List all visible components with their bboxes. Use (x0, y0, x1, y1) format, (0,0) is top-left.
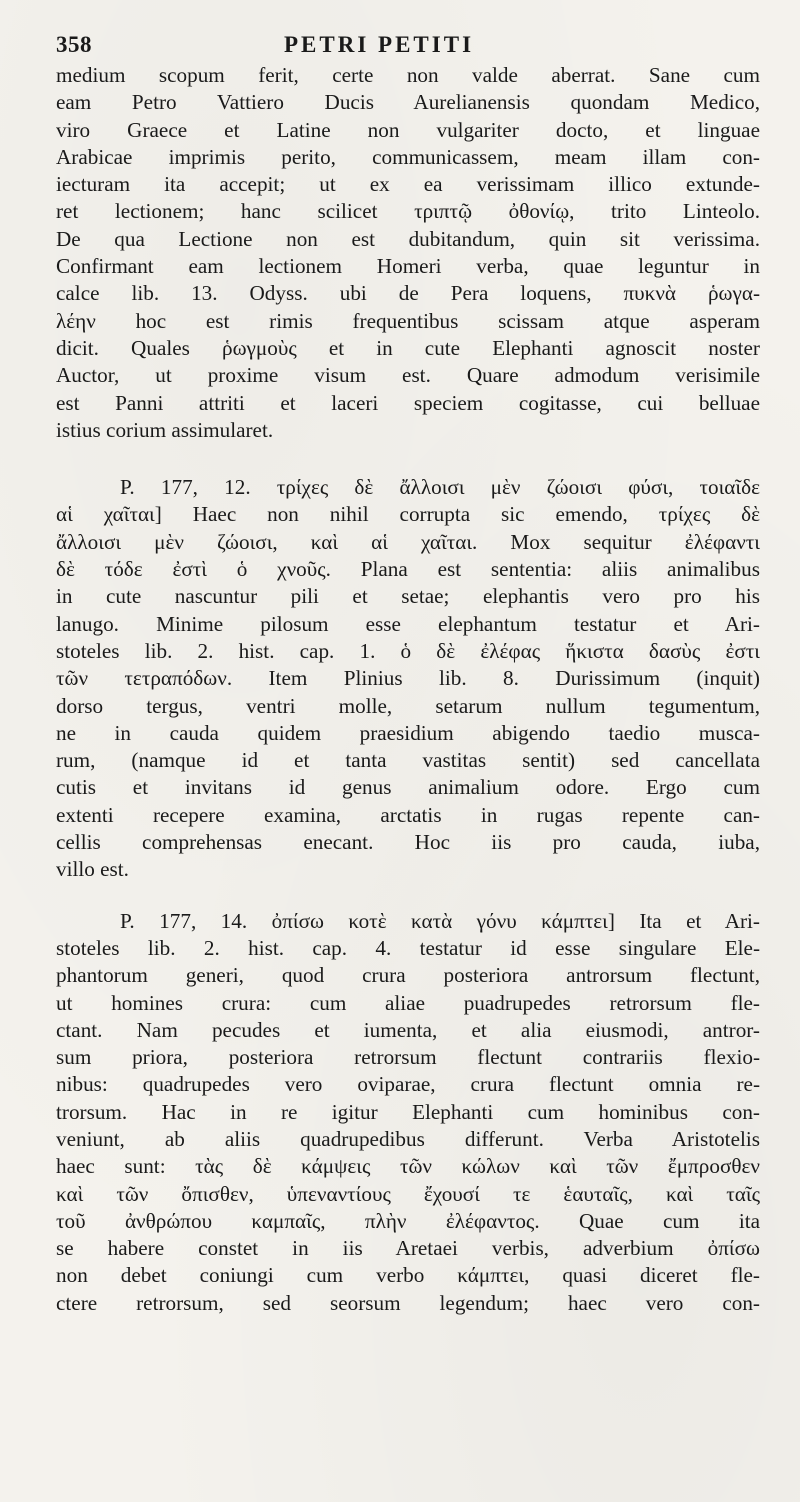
text-line: sum priora, posteriora retrorsum flectunt contrariis flexio- (56, 1045, 760, 1070)
running-title: PETRI PETITI (284, 32, 475, 57)
text-line: viro Graece et Latine non vulgariter docto, et linguae (56, 117, 760, 142)
text-line: ret lectionem; hanc scilicet τριπτῷ ὀθονίῳ, trito Linteolo. (56, 199, 760, 224)
running-head (56, 18, 760, 62)
text-line: Confirmant eam lectionem Homeri verba, quae leguntur in (56, 254, 760, 279)
text-line: ctere retrorsum, sed seorsum legendum; haec vero con- (56, 1290, 760, 1315)
text-line: iecturam ita accepit; ut ex ea verissimam illico extunde- (56, 172, 760, 197)
text-line: P. 177, 12. τρίχες δὲ ἄλλοισι μὲν ζώοισι φύσι, τοιαῖδε (120, 475, 760, 500)
text-line: P. 177, 14. ὀπίσω κοτὲ κατὰ γόνυ κάμπτει] Ita et Ari- (120, 908, 760, 933)
text-line: αἱ χαῖται] Haec non nihil corrupta sic emendo, τρίχες δὲ (56, 502, 760, 527)
text-line: veniunt, ab aliis quadrupedibus differunt. Verba Aristotelis (56, 1126, 760, 1151)
text-line: λέην hoc est rimis frequentibus scissam atque asperam (56, 308, 760, 333)
text-line: medium scopum ferit, certe non valde aberrat. Sane cum (56, 63, 760, 87)
text-line: dorso tergus, ventri molle, setarum nullum tegumentum, (56, 693, 760, 718)
text-line: villo est. (56, 857, 129, 882)
text-line: cellis comprehensas enecant. Hoc iis pro cauda, iuba, (56, 830, 760, 855)
text-line: stoteles lib. 2. hist. cap. 1. ὁ δὲ ἐλέφας ἥκιστα δασὺς ἐστι (56, 638, 760, 663)
text-line: dicit. Quales ῥωγμοὺς et in cute Elephanti agnoscit noster (56, 335, 760, 360)
text-line: τῶν τετραπόδων. Item Plinius lib. 8. Durissimum (inquit) (56, 666, 760, 691)
text-line: nibus: quadrupedes vero oviparae, crura flectunt omnia re- (56, 1072, 760, 1097)
text-line: δὲ τόδε ἐστὶ ὁ χνοῦς. Plana est sententia: aliis animalibus (56, 557, 760, 582)
text-line: extenti recepere examina, arctatis in rugas repente can- (56, 802, 760, 827)
text-line: haec sunt: τὰς δὲ κάμψεις τῶν κώλων καὶ τῶν ἔμπροσθεν (56, 1154, 760, 1179)
text-line: rum, (namque id et tanta vastitas sentit) sed cancellata (56, 748, 760, 773)
paragraph-2 (56, 474, 760, 883)
text-line: trorsum. Hac in re igitur Elephanti cum hominibus con- (56, 1099, 760, 1124)
text-line: καὶ τῶν ὄπισθεν, ὑπεναντίους ἔχουσί τε ἑαυταῖς, καὶ ταῖς (56, 1181, 760, 1206)
text-line: phantorum generi, quod crura posteriora antrorsum flectunt, (56, 963, 760, 988)
text-line: ἄλλοισι μὲν ζώοισι, καὶ αἱ χαῖται. Mox sequitur ἐλέφαντι (56, 529, 760, 554)
text-line: istius corium assimularet. (56, 417, 274, 442)
text-line: τοῦ ἀνθρώπου καμπαῖς, πλὴν ἐλέφαντος. Quae cum ita (56, 1208, 760, 1233)
paragraph-1 (56, 62, 760, 444)
text-line: ut homines crura: cum aliae puadrupedes retrorsum fle- (56, 990, 760, 1015)
text-line: ne in cauda quidem praesidium abigendo taedio musca- (56, 720, 760, 745)
text-line: De qua Lectione non est dubitandum, quin sit verissima. (56, 226, 760, 251)
text-line: in cute nascuntur pili et setae; elephantis vero pro his (56, 584, 760, 609)
text-line: lanugo. Minime pilosum esse elephantum testatur et Ari- (56, 611, 760, 636)
text-line: cutis et invitans id genus animalium odore. Ergo cum (56, 775, 760, 800)
text-line: calce lib. 13. Odyss. ubi de Pera loquens, πυκνὰ ῥωγα- (56, 281, 760, 306)
text-line: est Panni attriti et laceri speciem cogitasse, cui belluae (56, 390, 760, 415)
text-line: ctant. Nam pecudes et iumenta, et alia eiusmodi, antror- (56, 1017, 760, 1042)
text-line: se habere constet in iis Aretaei verbis, adverbium ὀπίσω (56, 1236, 760, 1261)
text-line: Auctor, ut proxime visum est. Quare admodum verisimile (56, 363, 760, 388)
text-line: non debet coniungi cum verbo κάμπτει, quasi diceret fle- (56, 1263, 760, 1288)
text-line: Arabicae imprimis perito, communicassem, meam illam con- (56, 144, 760, 169)
paragraph-3 (56, 908, 760, 1317)
page-number: 358 (56, 32, 92, 57)
text-line: stoteles lib. 2. hist. cap. 4. testatur id esse singulare Ele- (56, 935, 760, 960)
text-line: eam Petro Vattiero Ducis Aurelianensis quondam Medico, (56, 90, 760, 115)
